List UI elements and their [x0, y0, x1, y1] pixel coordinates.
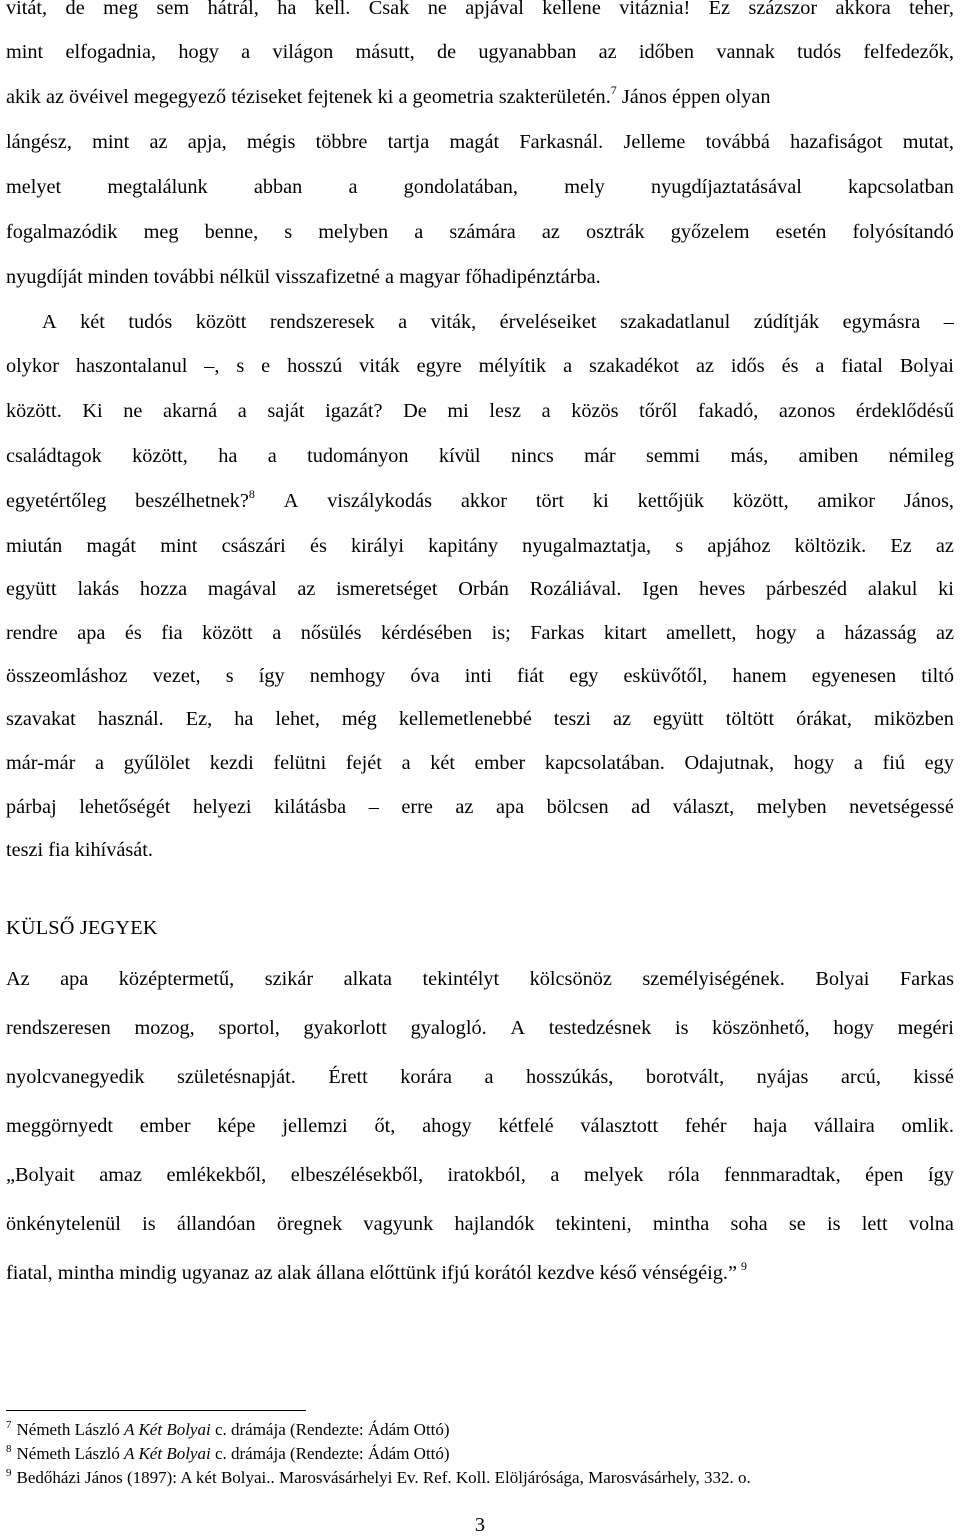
body-line: Az apa középtermetű, szikár alkata tekintélyt kölcsönöz személyiségének. Bolyai Farkas [6, 968, 954, 990]
body-line: önkénytelenül is állandóan öregnek vagyunk hajlandók tekinteni, mintha soha se is lett volna [6, 1213, 954, 1235]
section-heading: KÜLSŐ JEGYEK [6, 917, 158, 939]
body-line: együtt lakás hozza magával az ismeretséget Orbán Rozáliával. Igen heves párbeszéd alakul ki [6, 578, 954, 600]
body-line: párbaj lehetőségét helyezi kilátásba – erre az apa bölcsen ad választ, melyben nevetségessé [6, 796, 954, 818]
footnote-number: 9 [6, 1467, 12, 1479]
body-line: nyugdíját minden további nélkül visszafizetné a magyar főhadipénztárba. [6, 266, 601, 288]
body-line: egyetértőleg beszélhetnek?8 A viszálykodás akkor tört ki kettőjük között, amikor János, [6, 487, 954, 512]
footnote: $^8$ Németh László A Két Bolyai c. drámája (Rendezte: Ádám Ottó) [6, 1443, 450, 1463]
body-line: összeomláshoz vezet, s így nemhogy óva inti fiát egy esküvőtől, hanem egyenesen tiltó [6, 665, 954, 687]
body-line: nyolcvanegyedik születésnapját. Érett korára a hosszúkás, borotvált, nyájas arcú, kissé [6, 1066, 954, 1088]
body-line: akik az övéivel megegyező téziseket fejtenek ki a geometria szakterületén.$^7$ János éppen olyan [6, 83, 771, 108]
footnote-ref: 9 [741, 1259, 747, 1273]
body-line: A két tudós között rendszeresek a viták, érveléseiket szakadatlanul zúdítják egymásra – [42, 311, 954, 333]
body-line: fogalmazódik meg benne, s melyben a számára az osztrák győzelem esetén folyósítandó [6, 221, 954, 243]
body-line: között. Ki ne akarná a saját igazát? De mi lesz a közös tőről fakadó, azonos érdeklődésű [6, 400, 954, 422]
body-line: már-már a gyűlölet kezdi felütni fejét a két ember kapcsolatában. Odajutnak, hogy a fiú egy [6, 752, 954, 774]
footnote-separator [6, 1410, 306, 1411]
footnote: $^7$ Németh László A Két Bolyai c. drámája (Rendezte: Ádám Ottó) [6, 1419, 450, 1439]
footnote-ref: 7 [610, 83, 617, 97]
page-number: 3 [474, 1514, 486, 1536]
body-line: mint elfogadnia, hogy a világon másutt, de ugyanabban az időben vannak tudós felfedezők, [6, 41, 954, 63]
body-line: családtagok között, ha a tudományon kívül nincs már semmi más, amiben némileg [6, 445, 954, 467]
body-line: fiatal, mintha mindig ugyanaz az alak állana előttünk ifjú korától kezdve késő vénségéig.” $^9$ [6, 1259, 747, 1284]
body-line: melyet megtalálunk abban a gondolatában, mely nyugdíjaztatásával kapcsolatban [6, 176, 954, 198]
body-line: meggörnyedt ember képe jellemzi őt, ahogy kétfelé választott fehér haja vállaira omlik. [6, 1115, 954, 1137]
body-line: „Bolyait amaz emlékekből, elbeszélésekből, iratokból, a melyek róla fennmaradtak, épen így [6, 1164, 954, 1186]
body-line: rendre apa és fia között a nősülés kérdésében is; Farkas kitart amellett, hogy a házasság az [6, 622, 954, 644]
body-line: olykor haszontalanul –, s e hosszú viták egyre mélyítik a szakadékot az idős és a fiatal Bolyai [6, 355, 954, 377]
body-line: vitát, de meg sem hátrál, ha kell. Csak ne apjával kellene vitáznia! Ez százszor akkora teher, [6, 0, 954, 19]
body-line: szavakat használ. Ez, ha lehet, még kellemetlenebbé teszi az együtt töltött órákat, miközben [6, 708, 954, 730]
body-line: teszi fia kihívását. [6, 839, 153, 861]
body-line: lángész, mint az apja, mégis többre tartja magát Farkasnál. Jelleme továbbá hazafiságot mutat, [6, 131, 954, 153]
body-line: rendszeresen mozog, sportol, gyakorlott gyalogló. A testedzésnek is köszönhető, hogy megéri [6, 1017, 954, 1039]
footnote-number: 8 [6, 1443, 12, 1455]
footnote-number: 7 [6, 1419, 12, 1431]
body-line: miután magát mint császári és királyi kapitány nyugalmaztatja, s apjához költözik. Ez az [6, 535, 954, 557]
footnote: $^9$ Bedőházi János (1897): A két Bolyai.. Marosvásárhelyi Ev. Ref. Koll. Elöljárósága, Marosvásárhely, 332. o. [6, 1467, 751, 1487]
